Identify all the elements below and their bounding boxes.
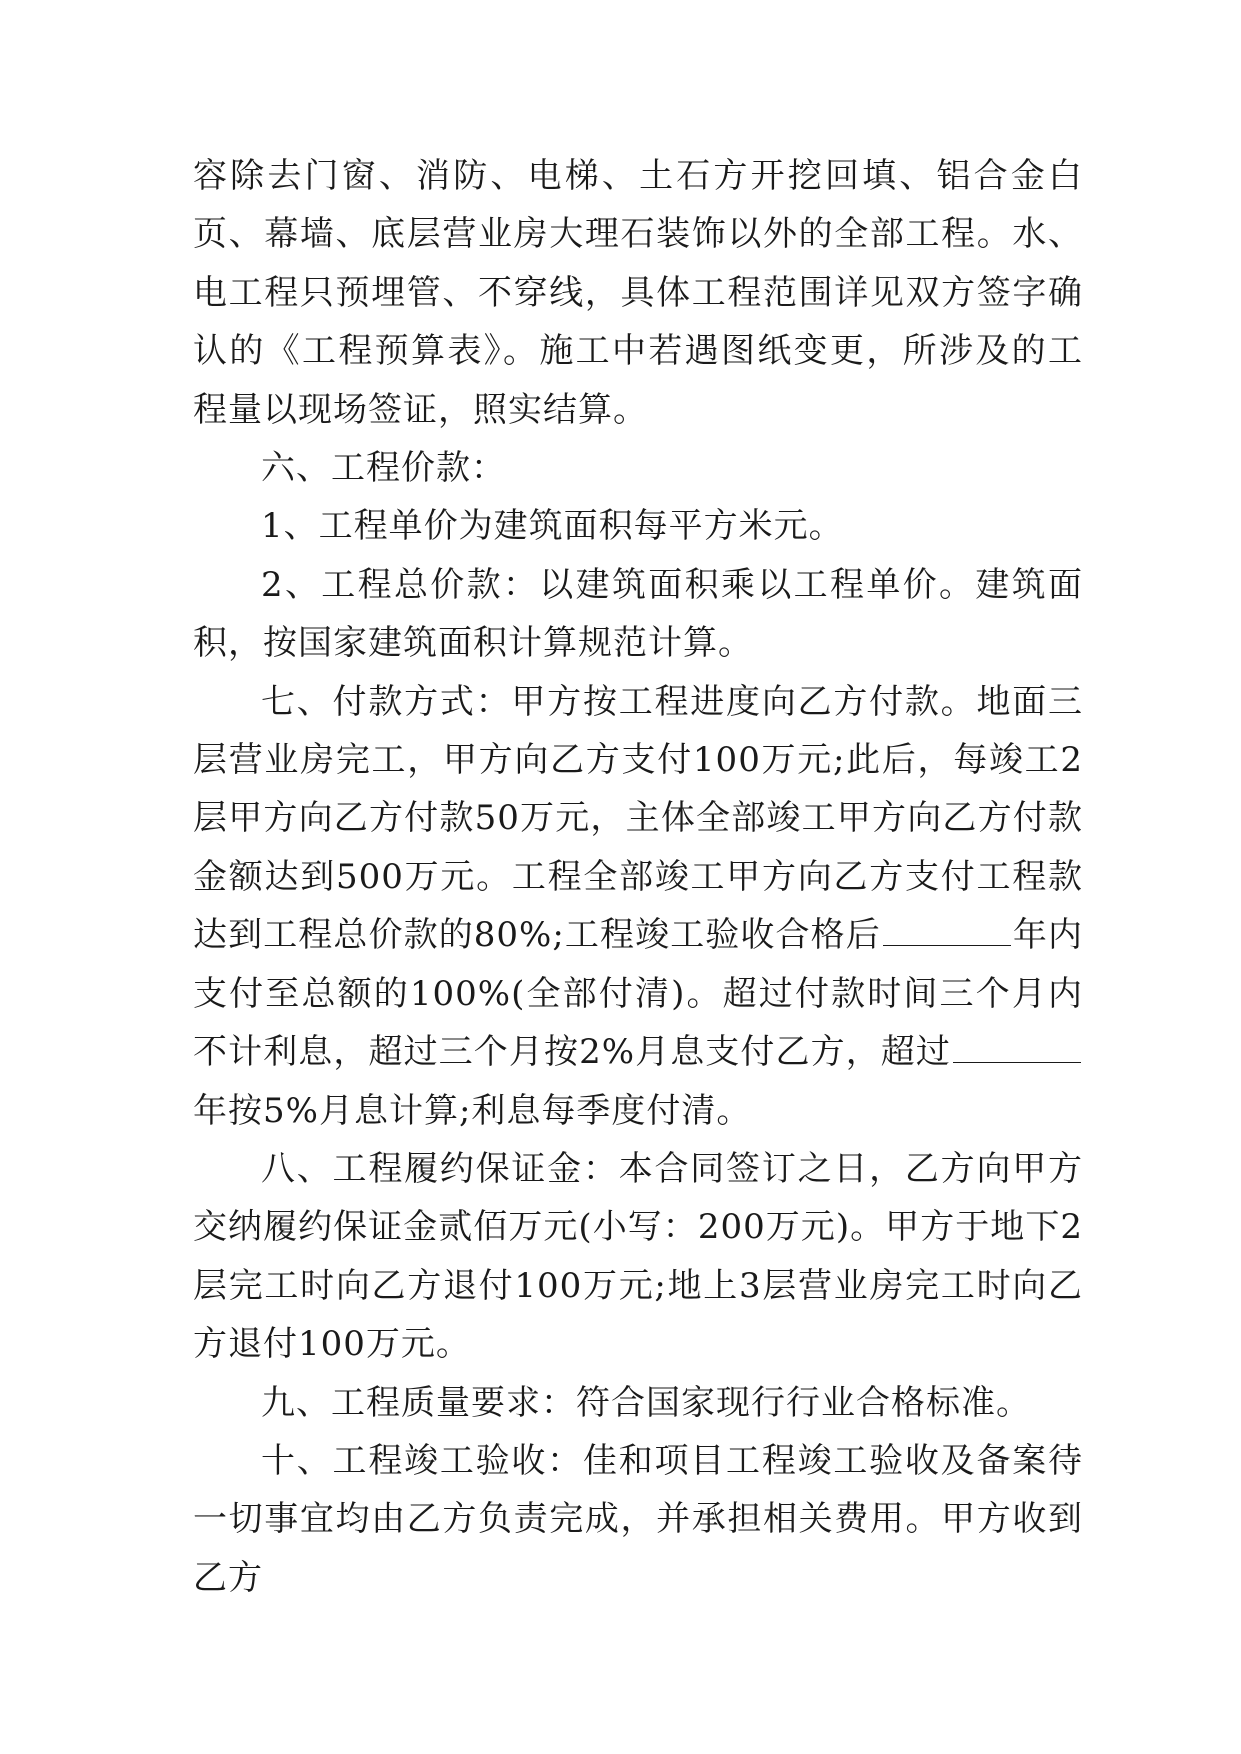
fill-in-blank-years-1 (883, 915, 1011, 946)
section-seven-text-part-3: 年按5%月息计算;利息每季度付清。 (193, 1090, 752, 1131)
section-six-item-1: 1、工程单价为建筑面积每平方米元。 (261, 506, 844, 547)
fill-in-blank-years-2 (953, 1032, 1081, 1063)
section-eight-deposit: 八、工程履约保证金：本合同签订之日，乙方向甲方交纳履约保证金贰佰万元(小写：200万元)。甲方于地下2层完工时向乙方退付100万元;地上3层营业房完工时向乙方退付100万元。 (193, 1148, 1083, 1365)
section-nine-quality: 九、工程质量要求：符合国家现行行业合格标准。 (261, 1382, 1031, 1423)
section-seven-text-part-1: 七、付款方式：甲方按工程进度向乙方付款。地面三层营业房完工，甲方向乙方支付100万元;此后，每竣工2层甲方向乙方付款50万元，主体全部竣工甲方向乙方付款金额达到500万元。工程全部竣工甲方向乙方支付工程款达到工程总价款的80%;工程竣工验收合格后 (193, 681, 1083, 956)
section-seven-payment (193, 673, 1083, 1140)
section-ten-acceptance: 十、工程竣工验收：佳和项目工程竣工验收及备案待一切事宜均由乙方负责完成，并承担相关费用。甲方收到乙方 (193, 1440, 1083, 1598)
document-body (193, 147, 1083, 1607)
section-six-heading: 六、工程价款： (261, 448, 506, 489)
paragraph-scope-continuation: 容除去门窗、消防、电梯、土石方开挖回填、铝合金白页、幕墙、底层营业房大理石装饰以外的全部工程。水、电工程只预埋管、不穿线，具体工程范围详见双方签字确认的《工程预算表》。施工中若遇图纸变更，所涉及的工程量以现场签证，照实结算。 (193, 156, 1083, 430)
section-seven-text-part-2: 年内支付至总额的100%(全部付清)。超过付款时间三个月内不计利息，超过三个月按2%月息支付乙方，超过 (193, 915, 1083, 1073)
section-six-item-2: 2、工程总价款：以建筑面积乘以工程单价。建筑面积，按国家建筑面积计算规范计算。 (193, 564, 1083, 664)
